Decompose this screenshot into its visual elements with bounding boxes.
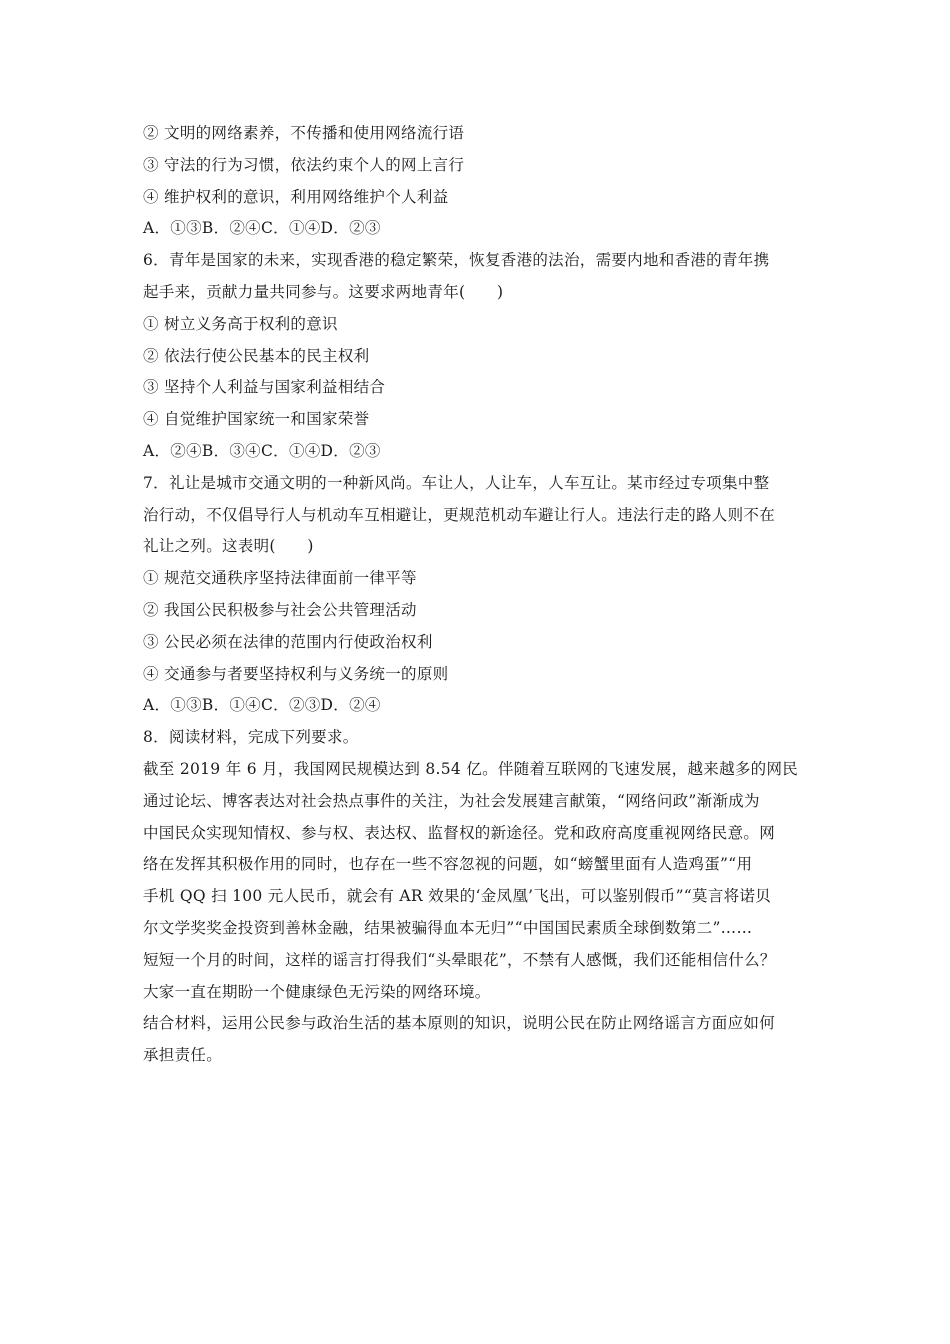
question-6-option-1: ① 树立义务高于权利的意识 — [143, 314, 338, 333]
material-paragraph-line: 中国民众实现知情权、参与权、表达权、监督权的新途径。党和政府高度重视网络民意。网 — [143, 823, 776, 842]
question-6-stem: 6．青年是国家的未来，实现香港的稳定繁荣，恢复香港的法治，需要内地和香港的青年携 — [143, 251, 770, 270]
material-paragraph-line: 截至 2019 年 6 月，我国网民规模达到 8.54 亿。伴随着互联网的飞速发展，越来越多的网民 — [143, 759, 799, 778]
question-7-answer-choices: A．①③B．①④C．②③D．②④ — [143, 696, 381, 715]
material-paragraph-line: 尔文学奖奖金投资到善林金融，结果被骗得血本无归”“中国国民素质全球倒数第二”…… — [143, 918, 753, 937]
option-3-text: ③ 守法的行为习惯，依法约束个人的网上言行 — [143, 155, 465, 174]
question-6-stem-cont: 起手来，贡献力量共同参与。这要求两地青年( ) — [143, 282, 504, 301]
question-6-option-2: ② 依法行使公民基本的民主权利 — [143, 346, 370, 365]
material-paragraph-line: 通过论坛、博客表达对社会热点事件的关注，为社会发展建言献策，“网络问政”渐渐成为 — [143, 791, 760, 810]
question-7-stem-cont: 治行动，不仅倡导行人与机动车互相避让，更规范机动车避让行人。违法行走的路人则不在 — [143, 505, 776, 524]
question-6-option-4: ④ 自觉维护国家统一和国家荣誉 — [143, 410, 370, 429]
question-8-stem: 8．阅读材料，完成下列要求。 — [143, 728, 359, 747]
question-7-option-3: ③ 公民必须在法律的范围内行使政治权利 — [143, 632, 433, 651]
material-paragraph-line: 短短一个月的时间，这样的谣言打得我们“头晕眼花”，不禁有人感慨，我们还能相信什么？ — [143, 950, 776, 969]
material-paragraph-line: 络在发挥其积极作用的同时，也存在一些不容忽视的问题，如“螃蟹里面有人造鸡蛋”“用 — [143, 855, 753, 874]
question-7-option-4: ④ 交通参与者要坚持权利与义务统一的原则 — [143, 664, 449, 683]
option-4-text: ④ 维护权利的意识，利用网络维护个人利益 — [143, 187, 449, 206]
question-7-option-2: ② 我国公民积极参与社会公共管理活动 — [143, 600, 417, 619]
material-paragraph-line: 大家一直在期盼一个健康绿色无污染的网络环境。 — [143, 982, 491, 1001]
question-6-option-3: ③ 坚持个人利益与国家利益相结合 — [143, 378, 386, 397]
question-5-answer-choices: A．①③B．②④C．①④D．②③ — [143, 219, 381, 238]
question-7-option-1: ① 规范交通秩序坚持法律面前一律平等 — [143, 569, 417, 588]
question-8-requirement-end: 承担责任。 — [143, 1046, 223, 1065]
question-6-answer-choices: A．②④B．③④C．①④D．②③ — [143, 441, 381, 460]
question-8-requirement: 结合材料，运用公民参与政治生活的基本原则的知识，说明公民在防止网络谣言方面应如何 — [143, 1014, 776, 1033]
material-paragraph-line: 手机 QQ 扫 100 元人民币，就会有 AR 效果的‘金凤凰’飞出，可以鉴别假币”“莫言将诺贝 — [143, 887, 772, 906]
option-2-text: ② 文明的网络素养，不传播和使用网络流行语 — [143, 124, 465, 142]
document-page — [143, 118, 823, 1072]
question-7-stem: 7．礼让是城市交通文明的一种新风尚。车让人，人让车，人车互让。某市经过专项集中整 — [143, 473, 770, 492]
question-7-stem-end: 礼让之列。这表明( ) — [143, 537, 314, 556]
